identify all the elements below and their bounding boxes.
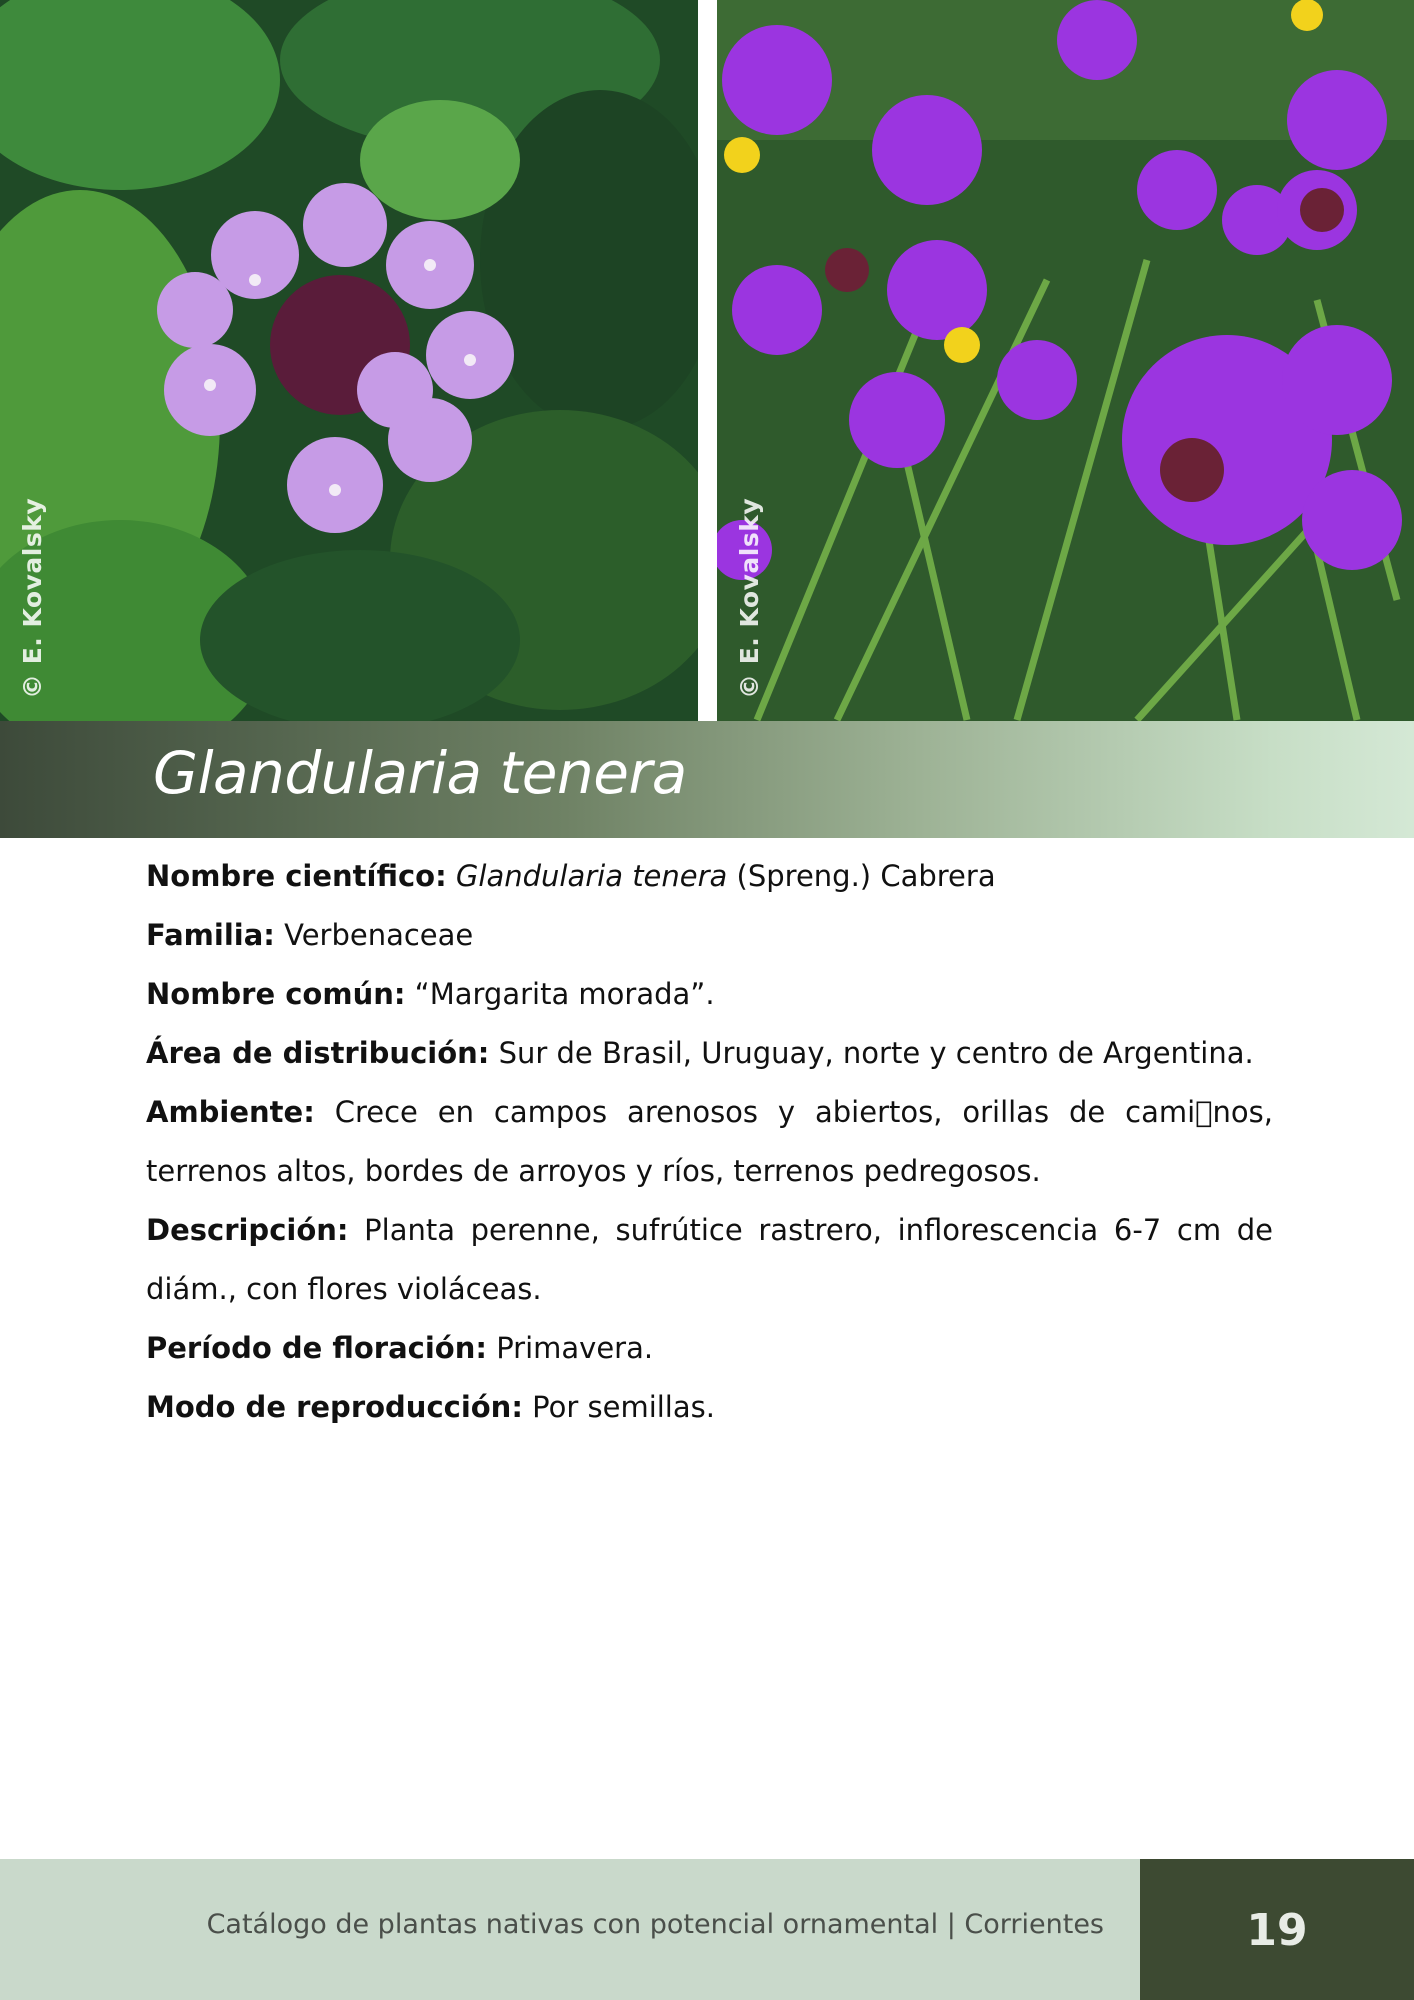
family-value: Verbenaceae [274,918,474,952]
distribution-label: Área de distribución: [146,1036,490,1070]
environment-label: Ambiente: [146,1095,315,1129]
family-label: Familia: [146,918,275,952]
flower-photo-right-image [717,0,1414,721]
environment-value: Crece en campos arenosos y abiertos, orillas de cami nos, terrenos altos, bordes de arroyos y ríos, terrenos pedregosos. [146,1095,1273,1188]
reproduction-row [146,1378,1273,1437]
flowering-value: Primavera. [486,1331,654,1365]
flowering-label: Período de floración: [146,1331,487,1365]
distribution-row [146,1024,1273,1083]
common-name-row [146,965,1273,1024]
environment-row [146,1083,1273,1201]
description-row [146,1201,1273,1319]
family-row [146,906,1273,965]
title-band [0,721,1414,838]
flower-photo-right [717,0,1414,721]
species-title: Glandularia tenera [153,739,687,807]
common-name-label: Nombre común: [146,977,406,1011]
scientific-name-row [146,847,1273,906]
page-number-box [1140,1859,1414,2000]
scientific-name-author: (Spreng.) Cabrera [727,859,996,893]
page-number: 19 [1246,1905,1308,1956]
flower-photo-left-image [0,0,698,721]
scientific-name-label: Nombre científico: [146,859,447,893]
species-info [146,847,1273,1437]
reproduction-label: Modo de reproducción: [146,1390,523,1424]
description-label: Descripción: [146,1213,349,1247]
flower-photo-left [0,0,698,721]
common-name-value: “Margarita morada”. [405,977,715,1011]
description-value: Planta perenne, sufrútice rastrero, inflorescencia 6-7 cm de diám., con flores violáceas. [146,1213,1273,1306]
photo-credit-right: © E. Kovalsky [735,497,764,699]
flowering-row [146,1319,1273,1378]
photo-credit-left: © E. Kovalsky [18,497,47,699]
page-footer [0,1859,1414,2000]
footer-band [0,1859,1140,2000]
distribution-value: Sur de Brasil, Uruguay, norte y centro de Argentina. [489,1036,1254,1070]
reproduction-value: Por semillas. [522,1390,715,1424]
catalog-title: Catálogo de plantas nativas con potencial ornamental | Corrientes [206,1909,1104,1940]
scientific-name-italic: Glandularia tenera [455,859,728,893]
photo-divider [698,0,717,721]
